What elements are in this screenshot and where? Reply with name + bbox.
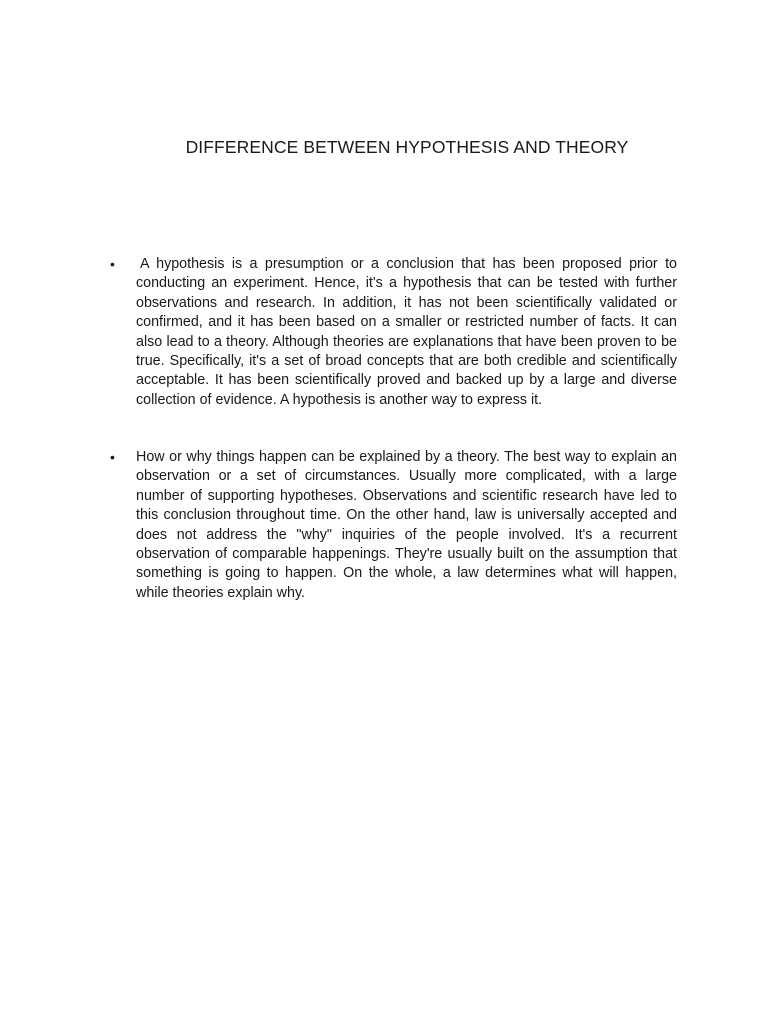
bullet-icon: • bbox=[110, 449, 115, 465]
paragraph-theory: How or why things happen can be explained by a theory. The best way to explain an observation or a set of circumstances. Usually more complicated, with a large number of supporting hypotheses. Observations and scientific research have led to this conclusion throughout time. On the other hand, law is universally accepted and does not address the "why" inquiries of the people involved. It's a recurrent observation of comparable happenings. They're usually built on the assumption that something is going to happen. On the whole, a law determines what will happen, while theories explain why. bbox=[136, 449, 677, 601]
paragraph-hypothesis: A hypothesis is a presumption or a conclusion that has been proposed prior to conducting an experiment. Hence, it's a hypothesis that can be tested with further observations and research. In addition, it has not been scientifically validated or confirmed, and it has been based on a smaller or restricted number of facts. It can also lead to a theory. Although theories are explanations that have been proven to be true. Specifically, it's a set of broad concepts that are both credible and scientifically acceptable. It has been scientifically proved and backed up by a large and diverse collection of evidence. A hypothesis is another way to express it. bbox=[136, 256, 677, 408]
document-title: DIFFERENCE BETWEEN HYPOTHESIS AND THEORY bbox=[185, 137, 629, 157]
bullet-icon: • bbox=[110, 256, 115, 272]
